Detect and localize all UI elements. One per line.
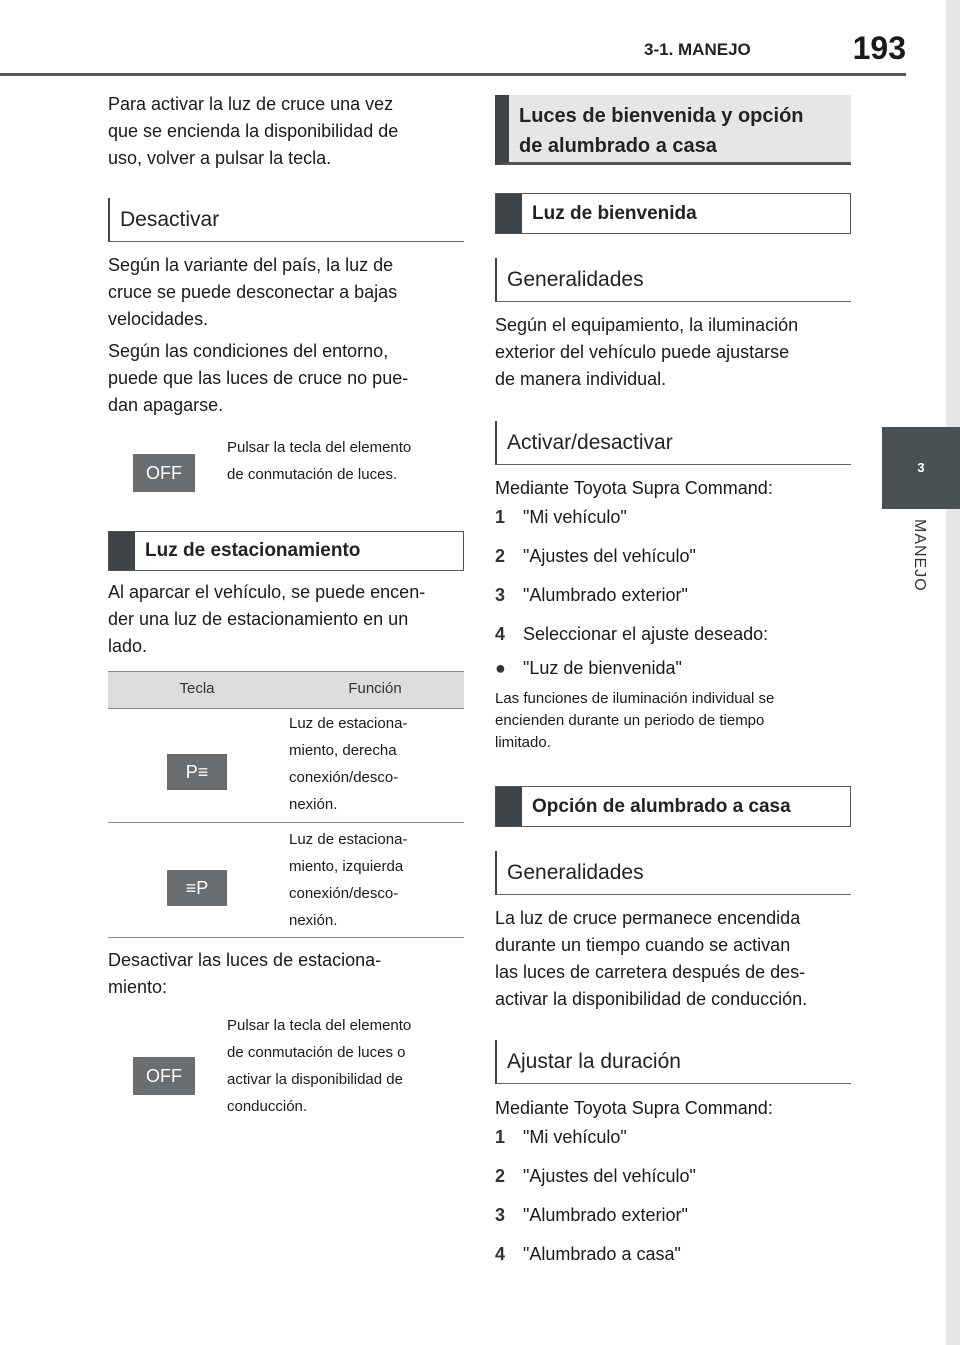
side-strip: [946, 0, 960, 1345]
generalidades-heading-2: Generalidades: [495, 851, 851, 895]
parking-left-key-icon: ≡P: [167, 870, 227, 906]
command-intro-1: Mediante Toyota Supra Command:: [495, 478, 773, 498]
table-bottom-rule: [108, 937, 464, 938]
step-2-3: 3 "Alumbrado exterior": [495, 1205, 688, 1225]
table-header-key: Tecla: [179, 680, 215, 697]
table-row-1-function: Luz de estaciona- miento, derecha conexión/desco- nexión.: [289, 715, 408, 813]
table-row-divider: [108, 822, 464, 823]
parking-right-key-icon: P≡: [167, 754, 227, 790]
desactivar-paragraph-1: Según la variante del país, la luz de cruce se puede desconectar a bajas velocidades.: [108, 255, 398, 329]
parking-paragraph: Al aparcar el vehículo, se puede encen- der una luz de estacionamiento en un lado.: [108, 582, 426, 656]
off-note-2: Pulsar la tecla del elemento de conmutación de luces o activar la disponibilidad de conducción.: [227, 1017, 412, 1115]
desactivar-heading: Desactivar: [108, 198, 464, 242]
activar-desactivar-heading: Activar/desactivar: [495, 421, 851, 465]
chapter-tab[interactable]: 3: [882, 427, 960, 509]
off-button: OFF: [133, 454, 195, 492]
step-2-1: 1 "Mi vehículo": [495, 1127, 627, 1147]
page-number: 193: [852, 30, 906, 66]
home-light-heading: Opción de alumbrado a casa: [495, 786, 851, 827]
off-note-1: Pulsar la tecla del elemento de conmutación de luces.: [227, 439, 412, 483]
section-title: 3-1. MANEJO: [644, 40, 751, 59]
bullet-note: Las funciones de iluminación individual se encienden durante un periodo de tiempo limitado.: [495, 690, 775, 751]
intro-paragraph: Para activar la luz de cruce una vez que se encienda la disponibilidad de uso, volver a pulsar la tecla.: [108, 94, 399, 168]
table-header-function: Función: [348, 680, 402, 697]
step-2-2: 2 "Ajustes del vehículo": [495, 1166, 696, 1186]
parking-light-heading: Luz de estacionamiento: [108, 531, 464, 571]
deactivate-parking-paragraph: Desactivar las luces de estaciona- miento:: [108, 950, 382, 997]
command-intro-2: Mediante Toyota Supra Command:: [495, 1098, 773, 1118]
table-row-2-function: Luz de estaciona- miento, izquierda conexión/desco- nexión.: [289, 831, 408, 929]
welcome-light-heading: Luz de bienvenida: [495, 193, 851, 234]
step-1-4: 4 Seleccionar el ajuste deseado:: [495, 624, 769, 644]
ajustar-duracion-heading: Ajustar la duración: [495, 1040, 851, 1084]
generalidades-paragraph-2: La luz de cruce permanece encendida durante un tiempo cuando se activan las luces de carretera después de des- activar la disponibilidad de conducción.: [495, 908, 808, 1009]
chapter-label: MANEJO: [911, 519, 928, 592]
table-header: [108, 671, 464, 709]
step-2-4: 4 "Alumbrado a casa": [495, 1244, 681, 1264]
generalidades-heading-1: Generalidades: [495, 258, 851, 302]
main-section-heading: Luces de bienvenida y opción de alumbrado a casa: [495, 95, 851, 165]
generalidades-paragraph-1: Según el equipamiento, la iluminación exterior del vehículo puede ajustarse de manera individual.: [495, 315, 799, 389]
bullet-welcome-light: ● "Luz de bienvenida": [495, 658, 682, 678]
desactivar-paragraph-2: Según las condiciones del entorno, puede que las luces de cruce no pue- dan apagarse.: [108, 341, 409, 415]
off-button-2: OFF: [133, 1057, 195, 1095]
step-1-2: 2 "Ajustes del vehículo": [495, 546, 696, 566]
step-1-3: 3 "Alumbrado exterior": [495, 585, 688, 605]
step-1-1: 1 "Mi vehículo": [495, 507, 627, 527]
header-rule: [0, 73, 906, 76]
